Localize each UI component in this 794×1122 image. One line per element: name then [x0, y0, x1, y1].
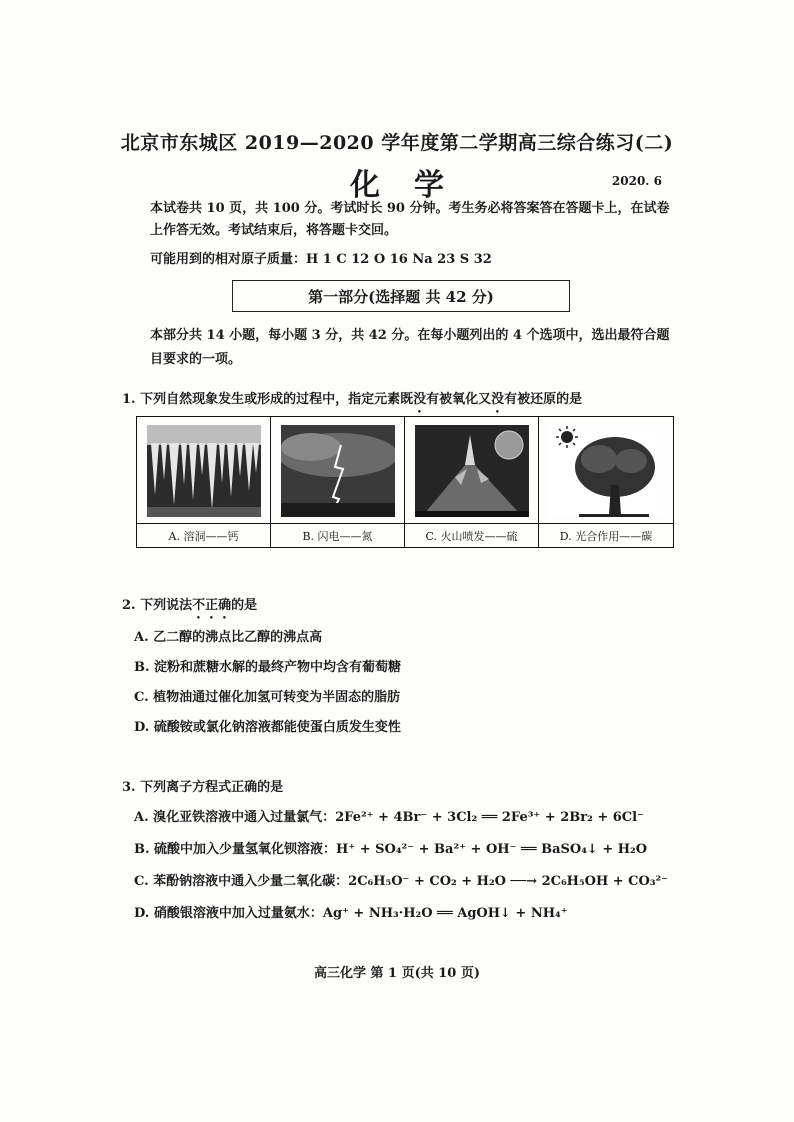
part-one-title: 第一部分(选择题 共 42 分): [308, 287, 494, 306]
subject-title: 化学: [350, 168, 478, 203]
exam-title: 北京市东城区 2019—2020 学年度第二学期高三综合练习(二): [120, 132, 674, 154]
exam-date: 2020. 6: [611, 174, 662, 188]
cave-stalactite-image: [147, 425, 261, 517]
question-2-stem: 2. 下列说法不正确的是: [122, 598, 258, 613]
question-3-option-d: D. 硝酸银溶液中加入过量氨水：Ag⁺ + NH₃·H₂O ══ AgOH↓ + NH₄⁺: [134, 906, 568, 921]
lightning-image: [281, 425, 395, 517]
part-one-description: 本部分共 14 小题，每小题 3 分，共 42 分。在每小题列出的 4 个选项中，选出最符合题目要求的一项。: [150, 328, 670, 367]
tree-sun-image: [549, 425, 663, 517]
volcano-image: [415, 425, 529, 517]
image-cave: [137, 417, 271, 523]
part-one-heading: [232, 280, 570, 312]
question-3-option-c: C. 苯酚钠溶液中通入少量二氧化碳：2C₆H₅O⁻ + CO₂ + H₂O ──→ 2C₆H₅OH + CO₃²⁻: [134, 874, 669, 889]
question-2-option-d: D. 硫酸铵或氯化钠溶液都能使蛋白质发生变性: [134, 720, 401, 735]
page-footer: 高三化学 第 1 页(共 10 页): [313, 966, 481, 981]
caption-c: C. 火山喷发——硫: [405, 523, 539, 547]
caption-b: B. 闪电——氮: [271, 523, 405, 547]
caption-a: A. 溶洞——钙: [137, 523, 271, 547]
image-volcano: [405, 417, 539, 523]
question-2-option-c: C. 植物油通过催化加氢可转变为半固态的脂肪: [134, 690, 401, 705]
question-2-option-b: B. 淀粉和蔗糖水解的最终产物中均含有葡萄糖: [134, 660, 402, 675]
exam-instructions: 本试卷共 10 页，共 100 分。考试时长 90 分钟。考生务必将答案答在答题卡上，在试卷上作答无效。考试结束后，将答题卡交回。: [150, 201, 670, 238]
question-3-stem: 3. 下列离子方程式正确的是: [122, 780, 284, 795]
atomic-masses: 可能用到的相对原子质量：H 1 C 12 O 16 Na 23 S 32: [150, 252, 492, 267]
question-1-image-table: [136, 416, 674, 548]
question-3-option-a: A. 溴化亚铁溶液中通入过量氯气：2Fe²⁺ + 4Br⁻ + 3Cl₂ ══ 2Fe³⁺ + 2Br₂ + 6Cl⁻: [134, 810, 644, 825]
caption-d: D. 光合作用——碳: [539, 523, 673, 547]
question-3-option-b: B. 硫酸中加入少量氢氧化钡溶液：H⁺ + SO₄²⁻ + Ba²⁺ + OH⁻ ══ BaSO₄↓ + H₂O: [134, 842, 648, 857]
image-photosynthesis: [539, 417, 673, 523]
question-1-stem: 1. 下列自然现象发生或形成的过程中，指定元素既没有被氧化又没有被还原的是: [122, 392, 583, 407]
question-2-option-a: A. 乙二醇的沸点比乙醇的沸点高: [134, 630, 323, 645]
image-lightning: [271, 417, 405, 523]
